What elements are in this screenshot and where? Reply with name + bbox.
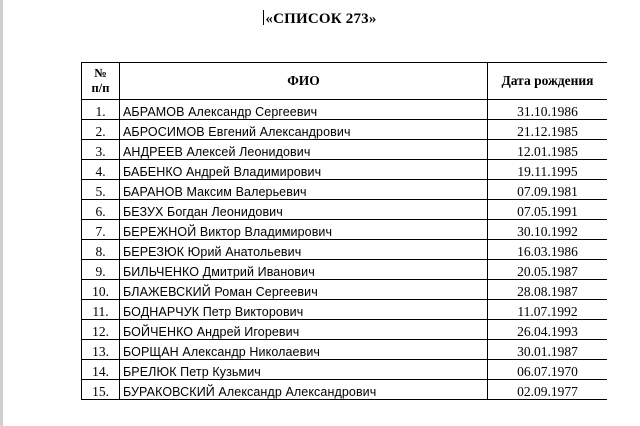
row-full-name: БОЙЧЕНКО Андрей Игоревич <box>120 320 488 340</box>
row-birth-date: 30.01.1987 <box>488 340 608 360</box>
table-row <box>82 360 608 380</box>
row-number: 4. <box>82 160 120 180</box>
row-birth-date: 07.09.1981 <box>488 180 608 200</box>
row-full-name: БАРАНОВ Максим Валерьевич <box>120 180 488 200</box>
row-birth-date: 20.05.1987 <box>488 260 608 280</box>
row-full-name: БЕЗУХ Богдан Леонидович <box>120 200 488 220</box>
row-number: 7. <box>82 220 120 240</box>
document-title <box>0 10 640 28</box>
table-row <box>82 280 608 300</box>
row-full-name: БОДНАРЧУК Петр Викторович <box>120 300 488 320</box>
table-viewport <box>81 62 607 426</box>
header-number-line1: № <box>94 66 107 80</box>
people-table <box>81 62 607 400</box>
row-birth-date: 19.11.1995 <box>488 160 608 180</box>
row-number: 15. <box>82 380 120 400</box>
row-birth-date: 06.07.1970 <box>488 360 608 380</box>
table-row <box>82 180 608 200</box>
row-number: 1. <box>82 100 120 120</box>
row-full-name: АБРОСИМОВ Евгений Александрович <box>120 120 488 140</box>
table-row <box>82 340 608 360</box>
table-row <box>82 300 608 320</box>
table-row <box>82 240 608 260</box>
row-full-name: БЛАЖЕВСКИЙ Роман Сергеевич <box>120 280 488 300</box>
table-row <box>82 120 608 140</box>
row-birth-date: 26.04.1993 <box>488 320 608 340</box>
row-full-name: АНДРЕЕВ Алексей Леонидович <box>120 140 488 160</box>
table-row <box>82 220 608 240</box>
table-row <box>82 260 608 280</box>
row-full-name: БОРЩАН Александр Николаевич <box>120 340 488 360</box>
header-birth-date: Дата рождения <box>488 63 608 100</box>
row-full-name: БЕРЕЖНОЙ Виктор Владимирович <box>120 220 488 240</box>
row-full-name: БИЛЬЧЕНКО Дмитрий Иванович <box>120 260 488 280</box>
row-number: 10. <box>82 280 120 300</box>
table-row <box>82 140 608 160</box>
row-full-name: БАБЕНКО Андрей Владимирович <box>120 160 488 180</box>
table-row <box>82 100 608 120</box>
row-full-name: АБРАМОВ Александр Сергеевич <box>120 100 488 120</box>
header-full-name: ФИО <box>120 63 488 100</box>
row-full-name: БРЕЛЮК Петр Кузьмич <box>120 360 488 380</box>
row-birth-date: 07.05.1991 <box>488 200 608 220</box>
row-full-name: БЕРЕЗЮК Юрий Анатольевич <box>120 240 488 260</box>
table-row <box>82 200 608 220</box>
row-number: 14. <box>82 360 120 380</box>
table-header-row <box>82 63 608 100</box>
table-row <box>82 380 608 400</box>
table-row <box>82 160 608 180</box>
row-number: 2. <box>82 120 120 140</box>
row-birth-date: 31.10.1986 <box>488 100 608 120</box>
row-number: 3. <box>82 140 120 160</box>
row-number: 8. <box>82 240 120 260</box>
row-number: 9. <box>82 260 120 280</box>
header-number <box>82 63 120 100</box>
row-number: 11. <box>82 300 120 320</box>
document-title-text: «СПИСОК 273» <box>265 11 377 27</box>
row-birth-date: 11.07.1992 <box>488 300 608 320</box>
row-number: 13. <box>82 340 120 360</box>
row-full-name: БУРАКОВСКИЙ Александр Александрович <box>120 380 488 400</box>
row-number: 6. <box>82 200 120 220</box>
row-birth-date: 12.01.1985 <box>488 140 608 160</box>
row-number: 12. <box>82 320 120 340</box>
table-body <box>82 100 608 400</box>
header-number-line2: п/п <box>91 81 110 95</box>
page-left-edge <box>0 0 3 426</box>
row-birth-date: 02.09.1977 <box>488 380 608 400</box>
row-birth-date: 30.10.1992 <box>488 220 608 240</box>
row-number: 5. <box>82 180 120 200</box>
row-birth-date: 21.12.1985 <box>488 120 608 140</box>
row-birth-date: 16.03.1986 <box>488 240 608 260</box>
row-birth-date: 28.08.1987 <box>488 280 608 300</box>
table-row <box>82 320 608 340</box>
